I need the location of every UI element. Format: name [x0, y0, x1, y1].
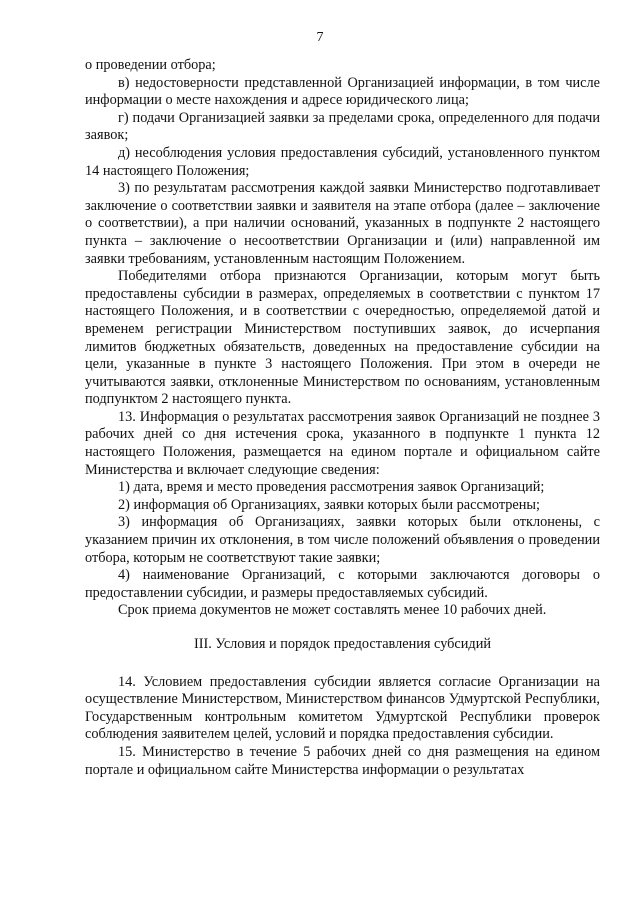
paragraph-item-g: г) подачи Организацией заявки за пределами срока, определенного для подачи заявок; [85, 109, 600, 144]
document-body [85, 57, 600, 779]
paragraph-continuation: о проведении отбора; [85, 57, 216, 73]
paragraph-13-item-4: 4) наименование Организаций, с которыми заключаются договоры о предоставлении субсидии, и размеры предоставляемых субсидий. [85, 567, 600, 601]
paragraph-winners: Победителями отбора признаются Организации, которым могут быть предоставлены субсидии в размерах, определяемых в соответствии с пунктом 17 настоящего Положения, и в соответствии с очередностью, определяемой датой и временем регистрации Министерством поступивших заявок, до исчерпания лимитов бюджетных обязательств, доведенных на предоставление субсидии на цели, указанные в пункте 3 настоящего Положения. При этом в очереди не учитываются заявки, отклоненные Министерством по основаниям, установленным подпунктом 2 настоящего пункта. [85, 268, 600, 408]
paragraph-13-item-1: 1) дата, время и место проведения рассмотрения заявок Организаций; [118, 479, 545, 496]
paragraph-deadline: Срок приема документов не может составлять менее 10 рабочих дней. [118, 602, 547, 619]
paragraph-item-d: д) несоблюдения условия предоставления субсидий, установленного пунктом 14 настоящего Положения; [85, 144, 600, 179]
paragraph-14: 14. Условием предоставления субсидии является согласие Организации на осуществление Министерством, Министерством финансов Удмуртской Республики, Государственным контрольным комитетом Удмуртской Республики проверок соблюдения заявителем целей, условий и порядка предоставления субсидии. [85, 673, 600, 743]
page-number: 7 [316, 30, 324, 45]
paragraph-13-item-2: 2) информация об Организациях, заявки которых были рассмотрены; [118, 496, 540, 513]
paragraph-item-v: в) недостоверности представленной Организацией информации, в том числе информации о месте нахождения и адресе юридического лица; [85, 74, 600, 109]
paragraph-15: 15. Министерство в течение 5 рабочих дней со дня размещения на едином портале и официальном сайте Министерства информации о результатах [85, 743, 600, 778]
paragraph-subitem-3: 3) по результатам рассмотрения каждой заявки Министерство подготавливает заключение о соответствии заявки и заявителя на этапе отбора (далее – заключение о соответствии), а при наличии оснований, указанных в подпункте 2 настоящего пункта – заключение о несоответствии Организации и (или) направленной им заявки требованиям, установленным настоящим Положением. [85, 180, 600, 267]
paragraph-13-item-3: 3) информация об Организациях, заявки которых были отклонены, с указанием причин их отклонения, в том числе положений объявления о проведении отбора, которым не соответствуют такие заявки; [85, 514, 600, 566]
section-heading: III. Условия и порядок предоставления субсидий [193, 636, 492, 652]
paragraph-13: 13. Информация о результатах рассмотрения заявок Организаций не позднее 3 рабочих дней со дня истечения срока, указанного в подпункте 1 пункта 12 настоящего Положения, размещается на едином портале и официальном сайте Министерства и включает следующие сведения: [85, 408, 600, 478]
